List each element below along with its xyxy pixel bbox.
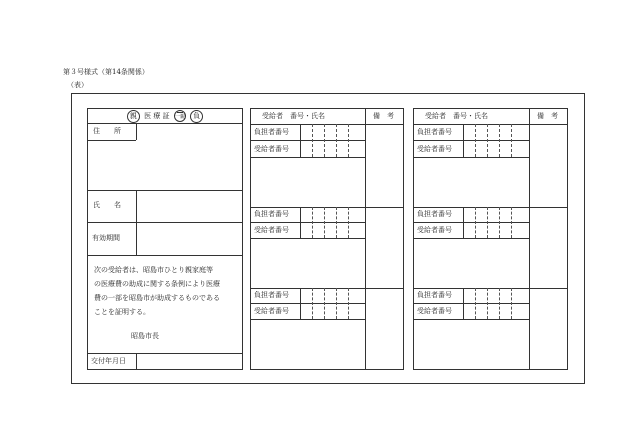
table1-header-recipient: 受給者 番号・氏名 (262, 112, 325, 120)
table1-block1-payer-label: 負担者番号 (254, 128, 289, 136)
table2-block1-payer-label: 負担者番号 (417, 128, 452, 136)
table1-block3-recipient-label: 受給者番号 (254, 307, 289, 315)
name-label: 氏 名 (93, 201, 121, 209)
table1-block2-payer-label: 負担者番号 (254, 210, 289, 218)
issue-date-label: 交付年月日 (91, 357, 126, 365)
table2-block2-recipient-label: 受給者番号 (417, 226, 452, 234)
address-label: 住 所 (93, 127, 121, 135)
table2-block1-recipient-label: 受給者番号 (417, 145, 452, 153)
certificate-statement-full: 次 (0, 0, 1, 1)
circle-mark-prefix: 親 (127, 110, 140, 123)
circle-mark-mid: 一親 (174, 110, 186, 122)
table2-header-remarks: 備 考 (537, 112, 558, 120)
certificate-statement: 次の受給者は、昭島市ひとり親家庭等 の医療費の助成に関する条例により医療 費の一部を昭島市が助成するものである ことを証明する。 (94, 266, 220, 316)
certificate-title (87, 110, 243, 123)
table2-block2-payer-label: 負担者番号 (417, 210, 452, 218)
table1-block1-recipient-label: 受給者番号 (254, 145, 289, 153)
table2-block3-recipient-label: 受給者番号 (417, 307, 452, 315)
issuer: 昭島市長 (131, 332, 159, 340)
certificate-title-main: 医 療 証 (144, 112, 170, 120)
table2-block3-payer-label: 負担者番号 (417, 291, 452, 299)
form-number: 第３号様式（第14条関係） (63, 68, 149, 76)
side-label: （表） (67, 81, 88, 89)
validity-label: 有効期間 (92, 234, 120, 242)
table1-block3-payer-label: 負担者番号 (254, 291, 289, 299)
table1-header-remarks: 備 考 (373, 112, 394, 120)
circle-mark-suffix: 負 (190, 110, 203, 123)
table2-header-recipient: 受給者 番号・氏名 (425, 112, 488, 120)
table1-block2-recipient-label: 受給者番号 (254, 226, 289, 234)
